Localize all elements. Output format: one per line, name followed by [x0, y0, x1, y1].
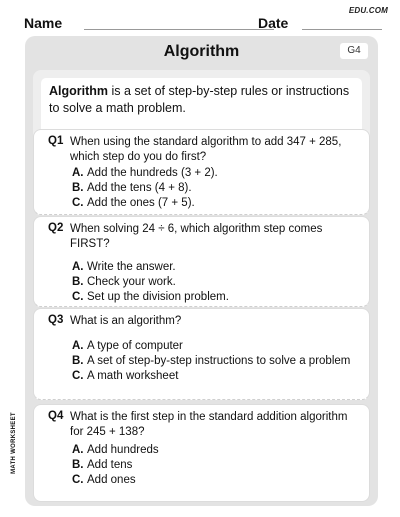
option-b[interactable]	[72, 458, 365, 473]
option-b[interactable]	[72, 354, 365, 369]
name-field[interactable]	[84, 29, 274, 30]
grade-badge: G4	[340, 43, 368, 59]
option-letter: B.	[72, 276, 84, 288]
date-label: Date	[258, 15, 289, 31]
option-letter: A.	[72, 167, 84, 179]
option-text: A math worksheet	[87, 370, 179, 382]
date-field[interactable]	[302, 29, 382, 30]
option-letter: C.	[72, 291, 84, 303]
question-text: What is an algorithm?	[70, 315, 182, 327]
worksheet-title: Algorithm	[163, 43, 240, 60]
option-text: Add hundreds	[87, 444, 159, 456]
brand-logo: EDU.COM	[348, 6, 388, 15]
options-list	[72, 260, 365, 305]
question-text: When solving 24 ÷ 6, which algorithm step comes FIRST?	[70, 223, 323, 250]
option-text: Add the hundreds (3 + 2).	[87, 167, 218, 179]
option-letter: B.	[72, 459, 84, 471]
question-text: What is the first step in the standard addition algorithm for 245 + 138?	[70, 411, 348, 438]
option-a[interactable]	[72, 339, 365, 354]
name-label: Name	[24, 15, 63, 31]
side-label-text: MATH WORKSHEET	[11, 412, 17, 474]
option-c[interactable]	[72, 369, 365, 384]
option-text: Add ones	[87, 474, 136, 486]
side-label	[9, 410, 19, 480]
options-list	[72, 339, 365, 384]
worksheet-panel	[25, 36, 378, 506]
question-number: Q1	[48, 135, 64, 147]
intro-term: Algorithm	[49, 84, 109, 98]
option-letter: A.	[72, 444, 84, 456]
option-a[interactable]	[72, 260, 365, 275]
options-list	[72, 443, 365, 488]
intro-definition: is a set of step-by-step rules or instructions to solve a math problem.	[49, 84, 350, 115]
option-letter: C.	[72, 197, 84, 209]
option-text: Add the ones (7 + 5).	[87, 197, 195, 209]
option-a[interactable]	[72, 166, 365, 181]
question-card-4	[33, 404, 370, 502]
question-number: Q3	[48, 314, 64, 326]
option-letter: B.	[72, 355, 84, 367]
option-text: A set of step-by-step instructions to solve a problem	[87, 355, 351, 367]
option-text: Set up the division problem.	[87, 291, 229, 303]
option-letter: C.	[72, 474, 84, 486]
option-text: Add the tens (4 + 8).	[87, 182, 192, 194]
question-number: Q4	[48, 410, 64, 422]
question-card-3	[33, 308, 370, 400]
option-letter: A.	[72, 340, 84, 352]
question-card-1	[33, 129, 370, 215]
option-text: Add tens	[87, 459, 133, 471]
option-letter: C.	[72, 370, 84, 382]
options-list	[72, 166, 365, 211]
option-text: A type of computer	[87, 340, 183, 352]
option-letter: B.	[72, 182, 84, 194]
option-b[interactable]	[72, 275, 365, 290]
option-a[interactable]	[72, 443, 365, 458]
option-c[interactable]	[72, 473, 365, 488]
question-number: Q2	[48, 222, 64, 234]
question-text: When using the standard algorithm to add 347 + 285, which step do you do first?	[70, 136, 342, 163]
option-text: Write the answer.	[87, 261, 176, 273]
option-c[interactable]	[72, 196, 365, 211]
option-b[interactable]	[72, 181, 365, 196]
option-letter: A.	[72, 261, 84, 273]
question-card-2	[33, 216, 370, 307]
name-date-row	[24, 14, 382, 32]
option-c[interactable]	[72, 290, 365, 305]
option-text: Check your work.	[87, 276, 176, 288]
